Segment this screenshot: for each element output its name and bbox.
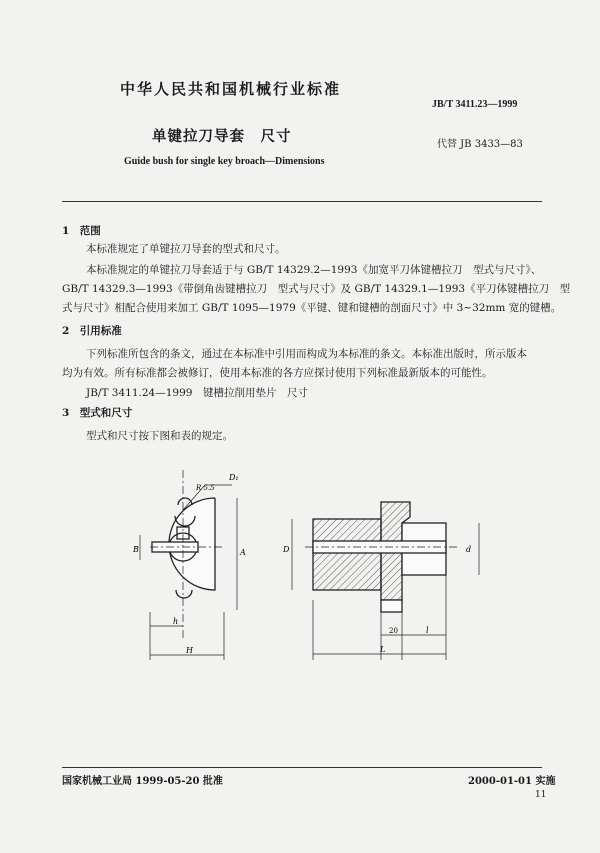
referenced-standard: JB/T 3411.24—1999 键槽拉削用垫片 尺寸 xyxy=(86,387,308,399)
title-english: Guide bush for single key broach—Dimensions xyxy=(124,156,325,167)
section-2-heading: 2 引用标准 xyxy=(62,325,122,337)
label-20: 20 xyxy=(389,627,398,635)
effective-date: 2000-01-01 实施 xyxy=(468,776,556,787)
section-3-heading: 3 型式和尺寸 xyxy=(62,407,133,419)
section-1-para-2-line-1: 本标准规定的单键拉刀导套适于与 GB/T 14329.2—1993《加宽平刀体键槽拉刀 型式与尺寸》、 xyxy=(86,264,542,276)
side-view xyxy=(305,502,460,612)
label-b: B xyxy=(133,545,139,554)
section-1-heading: 1 范围 xyxy=(62,225,101,237)
front-view xyxy=(150,470,222,640)
label-d: D xyxy=(283,545,290,554)
standard-number: JB/T 3411.23—1999 xyxy=(432,99,518,110)
section-2-para-line-2: 均为有效。所有标准都会被修订，使用本标准的各方应探讨使用下列标准最新版本的可能性。 xyxy=(62,367,493,379)
issuing-organization: 中华人民共和国机械行业标准 xyxy=(120,80,342,98)
section-1-para-2-line-2: GB/T 14329.3—1993《带倒角齿键槽拉刀 型式与尺寸》及 GB/T 14329.1—1993《平刀体键槽拉刀 型 xyxy=(62,283,571,295)
title-chinese: 单键拉刀导套 尺寸 xyxy=(152,128,292,145)
label-d1: D₁ xyxy=(229,473,239,482)
page-number: 11 xyxy=(535,790,547,800)
replaces-standard: 代替 JB 3433—83 xyxy=(437,139,523,150)
section-1-para-1: 本标准规定了单键拉刀导套的型式和尺寸。 xyxy=(86,243,286,255)
label-ll: L xyxy=(380,645,386,654)
section-2-para-line-1: 下列标准所包含的条文，通过在本标准中引用而构成为本标准的条文。本标准出版时，所示版本 xyxy=(86,348,527,360)
footer-rule xyxy=(62,767,542,768)
label-a: A xyxy=(240,548,246,557)
section-3-para: 型式和尺寸按下图和表的规定。 xyxy=(86,430,233,442)
label-h: h xyxy=(173,617,179,626)
label-r: R 5.5 xyxy=(196,484,215,492)
approval-date: 国家机械工业局 1999-05-20 批准 xyxy=(62,776,223,787)
label-hh: H xyxy=(186,646,193,655)
section-1-para-2-line-3: 式与尺寸》相配合使用来加工 GB/T 1095—1979《平键、键和键槽的剖面尺寸》中 3~32mm 宽的键槽。 xyxy=(62,302,562,314)
label-dd: d xyxy=(466,545,472,554)
label-l: l xyxy=(426,626,429,635)
